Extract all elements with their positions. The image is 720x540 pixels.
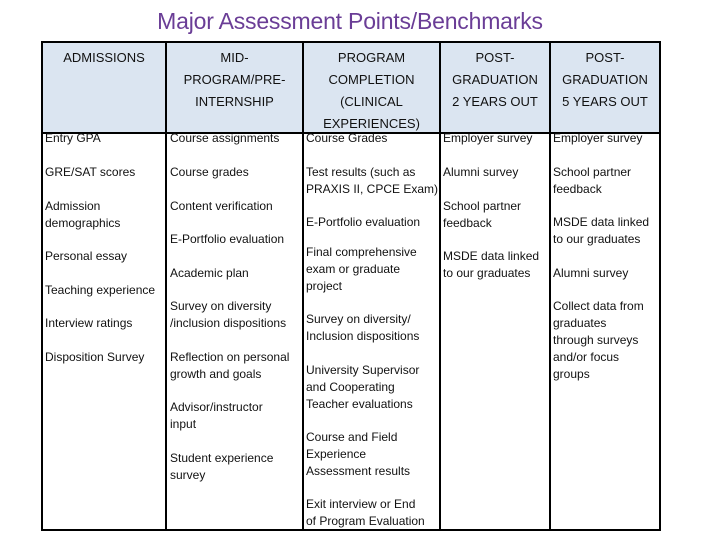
header-mid-program: MID- PROGRAM/PRE- INTERNSHIP xyxy=(183,50,286,109)
list-item: Personal essay xyxy=(45,249,128,263)
list-item: Survey on diversity/ Inclusion dispositions xyxy=(306,312,420,343)
list-item: Advisor/instructor input xyxy=(170,400,263,431)
list-item: Course grades xyxy=(170,165,249,179)
list-item: Academic plan xyxy=(170,266,249,280)
list-item: Final comprehensive exam or graduate project xyxy=(306,245,417,293)
list-item: University Supervisor and Cooperating Teacher evaluations xyxy=(306,363,420,411)
table-header-row xyxy=(43,43,659,134)
column-divider xyxy=(439,43,441,529)
list-item: Course assignments xyxy=(170,131,280,145)
list-item: School partner feedback xyxy=(443,199,522,230)
header-post-grad-5: POST- GRADUATION 5 YEARS OUT xyxy=(562,50,648,109)
list-item: Teaching experience xyxy=(45,283,156,297)
header-admissions: ADMISSIONS xyxy=(63,50,145,65)
list-item: Entry GPA xyxy=(45,131,101,145)
list-item: Employer survey xyxy=(553,131,643,145)
column-divider xyxy=(165,43,167,529)
list-item: Interview ratings xyxy=(45,316,133,330)
list-item: Course and Field Experience Assessment results xyxy=(306,430,411,478)
list-item: Student experience survey xyxy=(170,451,274,482)
list-item: Admission demographics xyxy=(45,199,121,230)
list-item: Alumni survey xyxy=(553,266,629,280)
header-program-completion: PROGRAM COMPLETION (CLINICAL EXPERIENCES) xyxy=(323,50,420,131)
list-item: MSDE data linked to our graduates xyxy=(553,215,650,246)
list-item: E-Portfolio evaluation xyxy=(306,215,421,229)
list-item: Employer survey xyxy=(443,131,533,145)
list-item: Alumni survey xyxy=(443,165,519,179)
list-item: Collect data from graduates through surveys and/or focus groups xyxy=(553,299,644,381)
column-divider xyxy=(302,43,304,529)
list-item: Content verification xyxy=(170,199,273,213)
header-post-grad-2: POST- GRADUATION 2 YEARS OUT xyxy=(452,50,538,109)
list-item: School partner feedback xyxy=(553,165,632,196)
list-item: Course Grades xyxy=(306,131,388,145)
list-item: MSDE data linked to our graduates xyxy=(443,249,540,280)
list-item: Reflection on personal growth and goals xyxy=(170,350,290,381)
list-item: Survey on diversity /inclusion dispositions xyxy=(170,299,287,330)
list-item: Test results (such as PRAXIS II, CPCE Exam) xyxy=(306,165,439,196)
list-item: Exit interview or End of Program Evaluation xyxy=(306,497,425,528)
page-title: Major Assessment Points/Benchmarks xyxy=(157,8,543,34)
list-item: E-Portfolio evaluation xyxy=(170,232,285,246)
list-item: Disposition Survey xyxy=(45,350,145,364)
column-divider xyxy=(549,43,551,529)
list-item: GRE/SAT scores xyxy=(45,165,136,179)
